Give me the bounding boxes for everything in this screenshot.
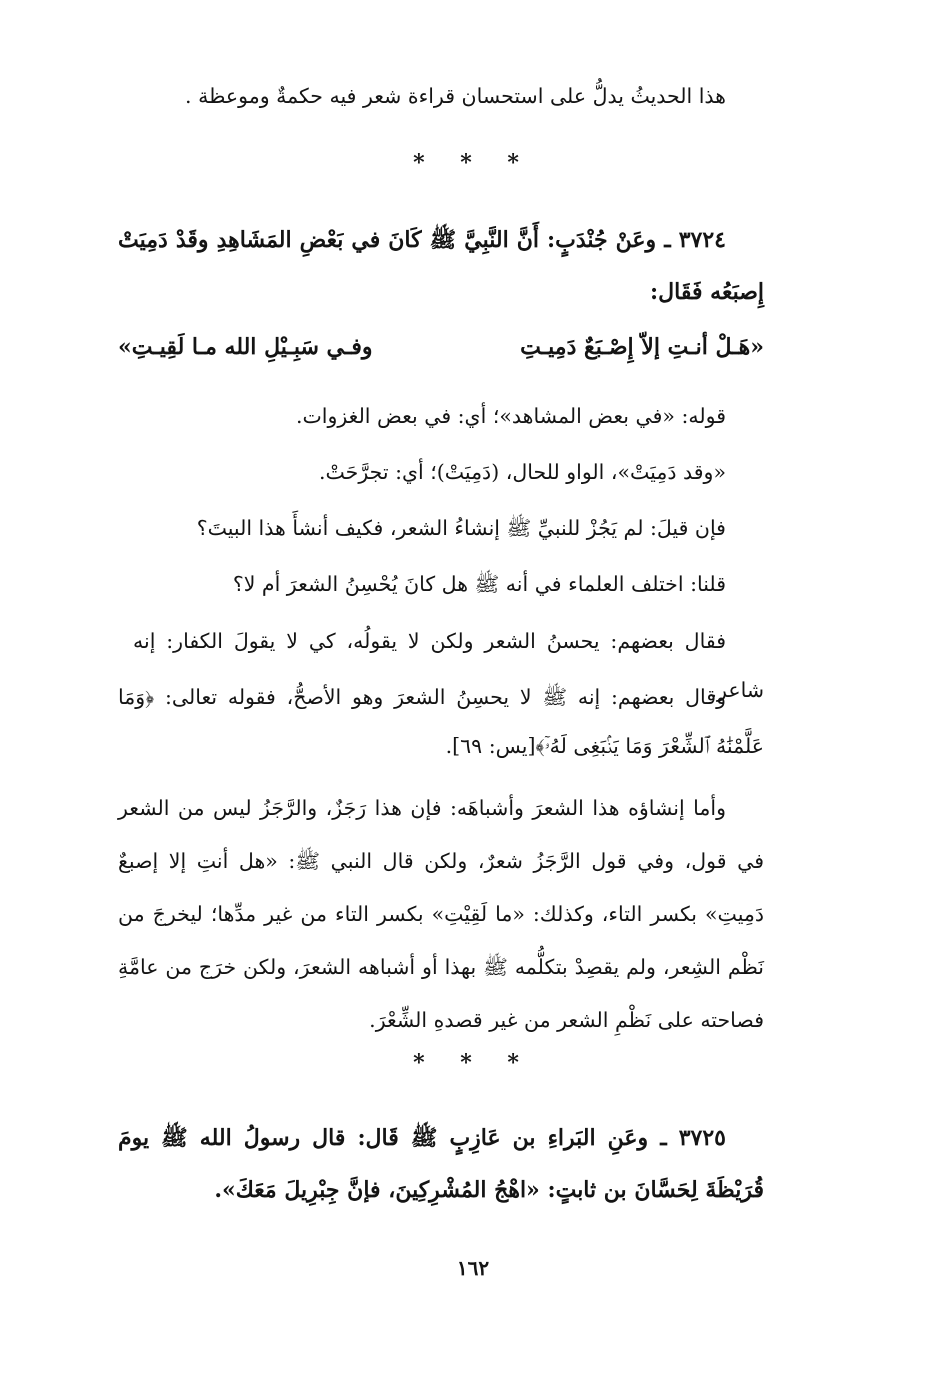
commentary-paragraph-7: وأما إنشاؤه هذا الشعرَ وأشباهَه: فإن هذا رَجَزٌ، والرَّجَزُ ليس من الشعر في قول، وفي قول الرَّجَزُ شعرٌ، ولكن قال النبي ﷺ: «هل أنتِ إلا إصبعٌ دَمِيتِ» بكسر التاء، وكذلك: «ما لَقِيْتِ» بكسر التاء من غير مدِّها؛ ليخرجَ من نَظْم الشِعر، ولم يقصِدْ بتكلُّمه ﷺ بهذا أو أشباهه الشعرَ، ولكن خرَج من عامَّةِ فصاحته على نَظْمِ الشعر من غير قصدهِ الشِّعْرَ. <box>118 796 764 1032</box>
intro-paragraph: هذا الحديثُ يدلُّ على استحسان قراءة شعر فيه حكمةٌ وموعظة . <box>185 84 726 108</box>
hadith-number: ٣٧٢٤ <box>678 227 726 253</box>
hadith-3725 <box>118 1112 764 1216</box>
hadith-text: ـ وعَنْ جُنْدَبٍ: أَنَّ النَّبِيَّ ﷺ كَانَ في بَعْضِ المَشَاهِدِ وقَدْ دَمِيَتْ إِصبَعُه فَقَال: <box>118 227 764 305</box>
hadith-text: ـ وعَنِ البَراءِ بن عَازِبٍ ﷺ قَال: قال رسولُ الله ﷺ يومَ قُرَيْظَةَ لِحَسَّانَ بن ثابتٍ: «اهْجُ المُشْرِكِينَ، فإنَّ جِبْرِيلَ مَعَكَ». <box>118 1125 764 1203</box>
commentary-paragraph-6: وقال بعضهم: إنه ﷺ لا يحسِنُ الشعرَ وهو الأصحُّ، فقوله تعالى: ﴿وَمَا عَلَّمْنَٰهُ ٱلشِّعْرَ وَمَا يَنۢبَغِى لَهُۥٓ﴾[يس: ٦٩]. <box>118 685 764 758</box>
section-separator-2: * * * <box>413 1050 533 1076</box>
section-separator: * * * <box>413 150 533 176</box>
verse-second-hemistich: وفـي سَبِـيْلِ الله مـا لَقِيـتِ» <box>118 334 373 360</box>
commentary-paragraph-5: فقال بعضهم: يحسنُ الشعر ولكن لا يقولُه، كي لا يقولَ الكفار: إنه شاعر. <box>133 629 764 702</box>
verse-first-hemistich: «هَـلْ أنـتِ إلاّ إِصْـبَعٌ دَمِيـتِ <box>520 334 764 360</box>
page-number: ١٦٢ <box>456 1256 490 1280</box>
hadith-3724 <box>118 214 764 318</box>
commentary-paragraph-4: قلنا: اختلف العلماء في أنه ﷺ هل كانَ يُحْسِنُ الشعرَ أم لا؟ <box>232 572 726 596</box>
commentary-paragraph-1: قوله: «في بعض المشاهد»؛ أي: في بعض الغزوات. <box>295 404 726 428</box>
commentary-paragraph-2: «وقد دَمِيَتْ»، الواو للحال، (دَمِيَتْ)؛ أي: تجرَّحَتْ. <box>319 460 726 484</box>
hadith-number: ٣٧٢٥ <box>678 1125 726 1151</box>
poetry-verse <box>118 334 764 374</box>
commentary-paragraph-3: فإن قيلَ: لم يَجُزْ للنبيِّ ﷺ إنشاءُ الشعر، فكيف أنشأَ هذا البيتَ؟ <box>196 516 726 540</box>
